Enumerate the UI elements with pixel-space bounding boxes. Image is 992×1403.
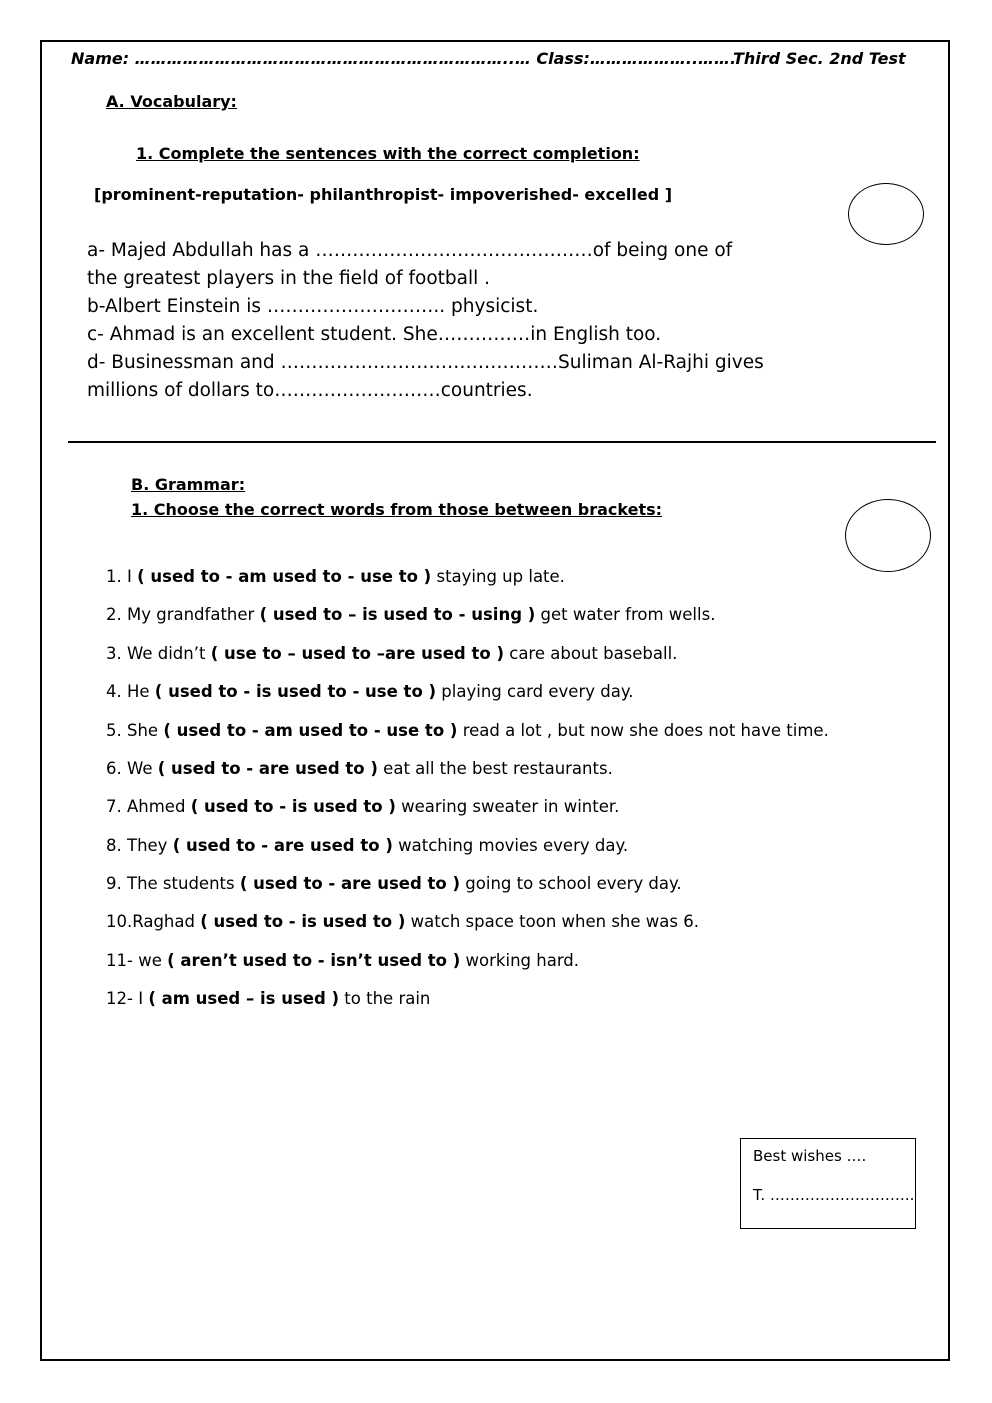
grammar-question-item (106, 836, 628, 855)
question-tail: get water from wells. (535, 605, 716, 624)
question-lead: 5. She (106, 721, 164, 740)
section-divider (68, 441, 936, 443)
question-lead: 3. We didn’t (106, 644, 211, 663)
grammar-question-item (106, 567, 565, 586)
question-lead: 10.Raghad (106, 912, 201, 931)
vocabulary-section-title (106, 92, 237, 111)
question-lead: 9. The students (106, 874, 240, 893)
answer-options: ( used to - is used to ) (200, 912, 406, 931)
question-tail: watch space toon when she was 6. (405, 912, 699, 931)
question-lead: 6. We (106, 759, 158, 778)
grammar-question-item (106, 912, 699, 931)
question-lead: 1. I (106, 567, 138, 586)
question-lead: 7. Ahmed (106, 797, 191, 816)
question-lead: 4. He (106, 682, 155, 701)
question-tail: going to school every day. (460, 874, 682, 893)
answer-options: ( used to – is used to - using ) (259, 605, 536, 624)
answer-options: ( aren’t used to - isn’t used to ) (167, 951, 461, 970)
score-circle-vocabulary (848, 183, 924, 245)
answer-options: ( used to - are used to ) (239, 874, 461, 893)
question-lead: 11- we (106, 951, 168, 970)
grammar-question-item (106, 721, 829, 740)
vocabulary-title-text: A. Vocabulary: (106, 92, 237, 111)
question-tail: wearing sweater in winter. (395, 797, 620, 816)
test-title: Third Sec. 2nd Test (733, 49, 906, 68)
answer-options: ( used to - is used to ) (190, 797, 396, 816)
grammar-question-item (106, 989, 430, 1008)
name-class-line: Name: ……………………………………………………………..… Class:………………..……. (71, 49, 737, 68)
vocab-line: d- Businessman and ………………………………………Suliman Al-Rajhi gives (87, 352, 764, 373)
question-tail: eat all the best restaurants. (377, 759, 613, 778)
vocab-line: a- Majed Abdullah has a ………………………………………of being one of (87, 240, 733, 261)
vocab-line: c- Ahmad is an excellent student. She……………in English too. (87, 324, 662, 345)
answer-options: ( used to - am used to - use to ) (163, 721, 458, 740)
answer-options: ( use to – used to –are used to ) (210, 644, 504, 663)
grammar-question-item (106, 605, 715, 624)
teacher-signature-line: T. ……………………….. (753, 1186, 915, 1204)
vocab-line: b-Albert Einstein is ……………………….. physicist. (87, 296, 539, 317)
vocabulary-instruction: 1. Complete the sentences with the correct completion: (136, 144, 640, 163)
answer-options: ( used to - am used to - use to ) (137, 567, 432, 586)
question-tail: to the rain (339, 989, 431, 1008)
grammar-question-item (106, 644, 677, 663)
answer-options: ( am used – is used ) (148, 989, 340, 1008)
grammar-question-item (106, 759, 613, 778)
question-tail: watching movies every day. (392, 836, 629, 855)
question-tail: playing card every day. (436, 682, 634, 701)
best-wishes-text: Best wishes …. (753, 1147, 867, 1165)
word-bank: [prominent-reputation- philanthropist- impoverished- excelled ] (94, 185, 673, 204)
grammar-question-item (106, 951, 579, 970)
grammar-instruction: 1. Choose the correct words from those between brackets: (131, 500, 663, 519)
score-circle-grammar (845, 499, 931, 572)
vocab-line: the greatest players in the field of football . (87, 268, 491, 289)
grammar-question-item (106, 682, 634, 701)
answer-options: ( used to - are used to ) (157, 759, 378, 778)
answer-options: ( used to - is used to - use to ) (154, 682, 437, 701)
question-lead: 2. My grandfather (106, 605, 260, 624)
grammar-question-item (106, 797, 619, 816)
answer-options: ( used to - are used to ) (172, 836, 393, 855)
question-tail: staying up late. (431, 567, 565, 586)
question-tail: read a lot , but now she does not have time. (457, 721, 829, 740)
best-wishes-box (740, 1138, 916, 1229)
question-tail: working hard. (460, 951, 580, 970)
vocab-line: millions of dollars to………………………countries. (87, 380, 533, 401)
question-tail: care about baseball. (504, 644, 678, 663)
grammar-question-item (106, 874, 682, 893)
question-lead: 8. They (106, 836, 173, 855)
grammar-section-title: B. Grammar: (131, 475, 246, 494)
question-lead: 12- I (106, 989, 149, 1008)
